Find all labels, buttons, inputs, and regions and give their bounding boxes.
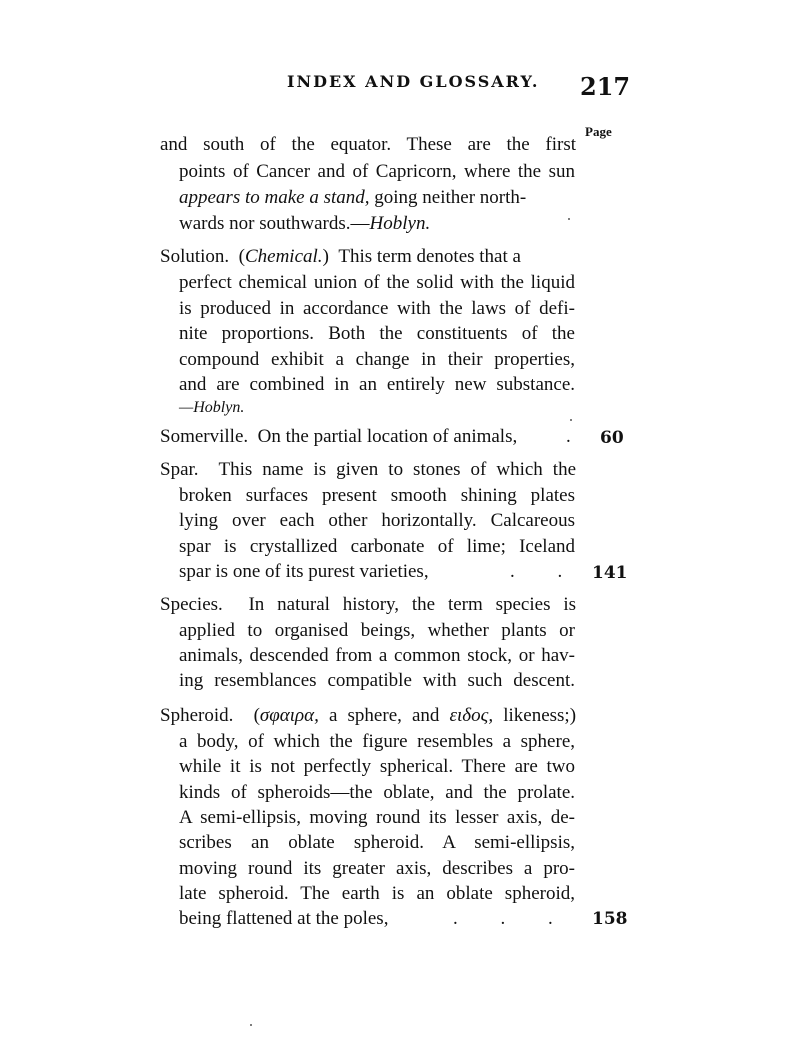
- text-line: animals, descended from a common stock, or hav-: [179, 645, 575, 666]
- entry-heading: Species. In natural history, the term species is: [160, 594, 576, 615]
- entry-term: Solution.: [160, 246, 230, 267]
- text-line: spar is crystallized carbonate of lime; Iceland: [179, 536, 575, 557]
- scan-speck: [568, 218, 570, 220]
- text-line: broken surfaces present smooth shining plates: [179, 485, 575, 506]
- header-title: INDEX AND GLOSSARY.: [287, 72, 540, 91]
- scan-speck: [250, 1024, 252, 1026]
- entry-term: Somerville.: [160, 426, 249, 447]
- entry-term: Species.: [160, 594, 223, 615]
- leader-dots: . . .: [453, 908, 553, 929]
- text-line: moving round its greater axis, describes a pro-: [179, 858, 575, 879]
- page-reference: 60: [600, 428, 624, 448]
- text-line: being flattened at the poles,: [179, 908, 389, 929]
- text-line: —Hoblyn.: [179, 399, 245, 416]
- text-line: ing resemblances compatible with such descent.: [179, 670, 575, 691]
- entry-heading: Solution. (Chemical.) This term denotes that a: [160, 246, 521, 267]
- text-line: nite proportions. Both the constituents of the: [179, 323, 575, 344]
- page-reference: 141: [592, 563, 628, 583]
- text-line: lying over each other horizontally. Calcareous: [179, 510, 575, 531]
- text-line: perfect chemical union of the solid with the liquid: [179, 272, 575, 293]
- entry-heading: Spar. This name is given to stones of which the: [160, 459, 577, 480]
- text-line: spar is one of its purest varieties,: [179, 561, 429, 582]
- text-line: applied to organised beings, whether plants or: [179, 620, 575, 641]
- page-column-label: Page: [585, 124, 612, 139]
- text-line: and south of the equator. These are the first: [160, 134, 576, 155]
- text-line: while it is not perfectly spherical. There are two: [179, 756, 575, 777]
- entry-heading: Somerville. On the partial location of animals,: [160, 426, 518, 447]
- greek-word: ειδος,: [449, 705, 494, 726]
- entry-qualifier: Chemical.: [244, 246, 323, 267]
- greek-word: σφαιρα,: [259, 705, 319, 726]
- text-line: is produced in accordance with the laws of defi-: [179, 298, 575, 319]
- text-line: points of Cancer and of Capricorn, where the sun: [179, 161, 575, 182]
- text-line: scribes an oblate spheroid. A semi-ellipsis,: [179, 832, 575, 853]
- text-line: A semi-ellipsis, moving round its lesser axis, de-: [179, 807, 575, 828]
- leader-dots: . .: [510, 561, 563, 582]
- entry-heading: Spheroid. (σφαιρα, a sphere, and ειδος, likeness;): [160, 705, 577, 726]
- text-line: late spheroid. The earth is an oblate spheroid,: [179, 883, 575, 904]
- scan-speck: [570, 419, 572, 421]
- text-line: appears to make a stand, going neither north-: [179, 187, 527, 208]
- leader-dots: .: [566, 426, 571, 447]
- entry-term: Spar.: [160, 459, 199, 480]
- entry-term: Spheroid.: [160, 705, 234, 726]
- text-line: kinds of spheroids—the oblate, and the prolate.: [179, 782, 575, 803]
- text-line: compound exhibit a change in their properties,: [179, 349, 575, 370]
- page-reference: 158: [592, 909, 628, 929]
- text-line: wards nor southwards.—Hoblyn.: [179, 213, 431, 234]
- text-line: and are combined in an entirely new substance.: [179, 374, 575, 395]
- page-number: 217: [580, 72, 631, 101]
- text-line: a body, of which the figure resembles a sphere,: [179, 731, 575, 752]
